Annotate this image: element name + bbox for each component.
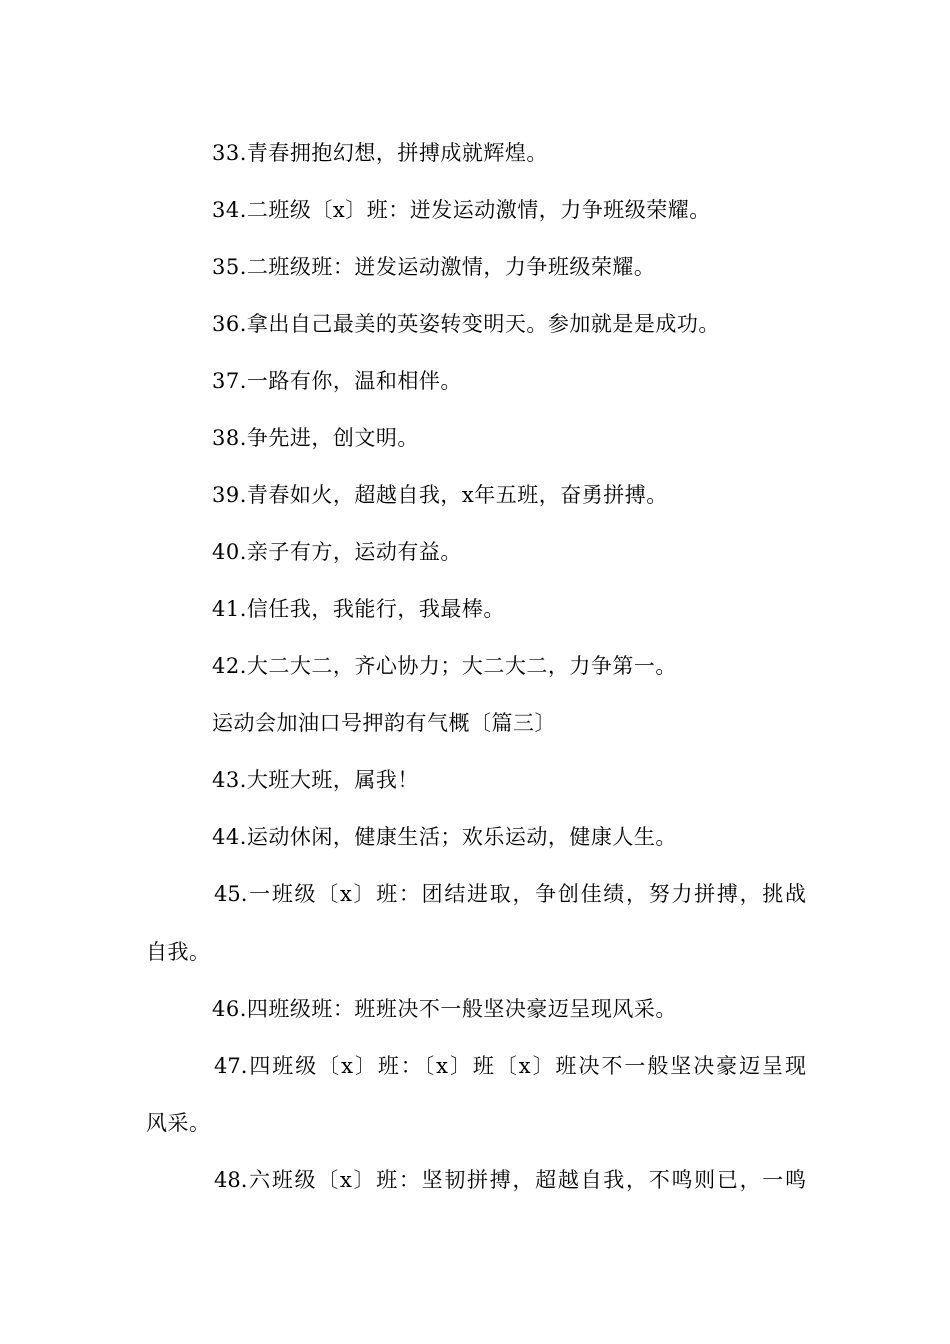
slogan-35: 35.二班级班：迸发运动激情，力争班级荣耀。	[212, 255, 656, 279]
slogan-38: 38.争先进，创文明。	[212, 426, 419, 450]
slogan-33: 33.青春拥抱幻想，拼搏成就辉煌。	[212, 141, 548, 165]
slogan-47: 47.四班级〔x〕班：〔x〕班〔x〕班决不一般坚决豪迈呈现	[214, 1054, 806, 1078]
slogan-45-continued: 自我。	[146, 940, 211, 964]
slogan-41: 41.信任我，我能行，我最棒。	[212, 597, 505, 621]
slogan-37: 37.一路有你，温和相伴。	[212, 369, 462, 393]
slogan-46: 46.四班级班：班班决不一般坚决豪迈呈现风采。	[212, 997, 677, 1021]
slogan-34: 34.二班级〔x〕班：迸发运动激情，力争班级荣耀。	[212, 198, 711, 222]
slogan-36: 36.拿出自己最美的英姿转变明天。参加就是是成功。	[212, 312, 720, 336]
slogan-39: 39.青春如火，超越自我，x年五班，奋勇拼搏。	[212, 483, 668, 507]
section-heading: 运动会加油口号押韵有气概〔篇三〕	[212, 711, 556, 735]
slogan-40: 40.亲子有方，运动有益。	[212, 540, 462, 564]
slogan-47-continued: 风采。	[146, 1111, 211, 1135]
slogan-45: 45.一班级〔x〕班：团结进取，争创佳绩，努力拼搏，挑战	[214, 882, 806, 906]
slogan-42: 42.大二大二，齐心协力；大二大二，力争第一。	[212, 654, 677, 678]
slogan-43: 43.大班大班，属我！	[212, 768, 419, 792]
slogan-44: 44.运动休闲，健康生活；欢乐运动，健康人生。	[212, 825, 677, 849]
slogan-48: 48.六班级〔x〕班：坚韧拼搏，超越自我，不鸣则已，一鸣	[214, 1168, 806, 1192]
